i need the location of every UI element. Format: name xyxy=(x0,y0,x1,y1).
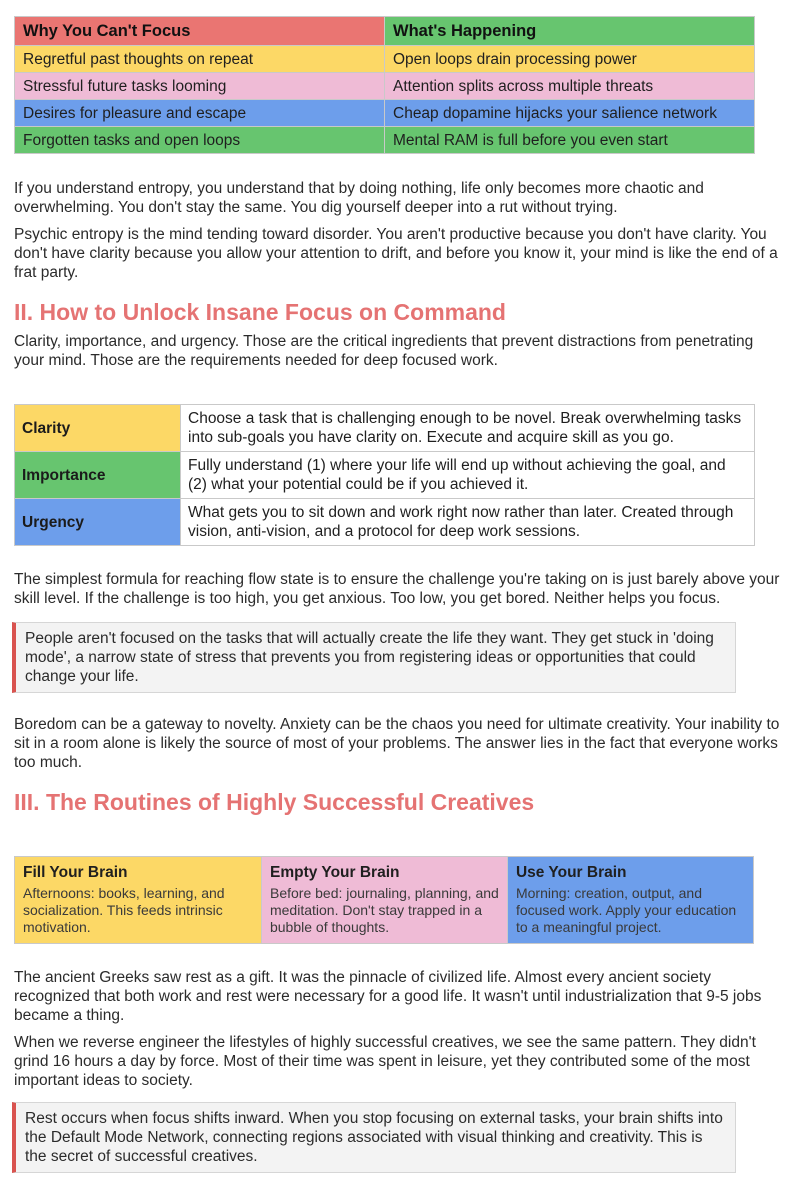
paragraph-reverse-engineer: When we reverse engineer the lifestyles of highly successful creatives, we see the same pattern. They didn't grind 16 hours a day by force. Most of their time was spent in leisure, yet they contributed some of the most important ideas to society. xyxy=(14,1034,756,1089)
table-row xyxy=(15,46,755,73)
table-row xyxy=(15,499,755,546)
routine-fill-brain xyxy=(15,857,261,943)
paragraph-clarity-intro: Clarity, importance, and urgency. Those are the critical ingredients that prevent distractions from penetrating your mind. Those are the requirements needed for deep focused work. xyxy=(14,333,754,369)
focus-effect: Cheap dopamine hijacks your salience network xyxy=(385,100,755,127)
article xyxy=(14,16,786,1173)
table-row xyxy=(15,127,755,154)
focus-table xyxy=(14,16,755,154)
table-row xyxy=(15,73,755,100)
routine-empty-brain xyxy=(261,857,507,943)
routine-text: Before bed: journaling, planning, and meditation. Don't stay trapped in a bubble of thoughts. xyxy=(269,885,499,935)
table-row xyxy=(15,452,755,499)
focus-effect: Attention splits across multiple threats xyxy=(385,73,755,100)
pillar-label-urgency: Urgency xyxy=(15,499,181,546)
paragraph-psychic-entropy: Psychic entropy is the mind tending toward disorder. You aren't productive because you don't have clarity. You don't have clarity because you allow your attention to drift, and before you know it, your mind is like the end of a frat party. xyxy=(14,226,778,281)
focus-cause: Regretful past thoughts on repeat xyxy=(15,46,385,73)
paragraph-ancient-greeks: The ancient Greeks saw rest as a gift. It was the pinnacle of civilized life. Almost every ancient society recognized that both work and rest were necessary for a good life. It wasn't until industrialization that 9-5 jobs became a thing. xyxy=(14,969,762,1024)
pillar-text-importance: Fully understand (1) where your life will end up without achieving the goal, and (2) what your potential could be if you achieved it. xyxy=(181,452,755,499)
focus-cause: Desires for pleasure and escape xyxy=(15,100,385,127)
focus-table-header xyxy=(15,17,755,46)
pillar-label-clarity: Clarity xyxy=(15,405,181,452)
routine-text: Afternoons: books, learning, and socialization. This feeds intrinsic motivation. xyxy=(23,885,225,935)
focus-table-header-effect: What's Happening xyxy=(385,17,755,46)
routine-title: Fill Your Brain xyxy=(23,864,128,881)
quote-doing-mode: People aren't focused on the tasks that will actually create the life they want. They get stuck in 'doing mode', a narrow state of stress that prevents you from registering ideas or opportunities that could change your life. xyxy=(12,622,736,693)
pillars-table xyxy=(14,404,755,546)
routine-text: Morning: creation, output, and focused work. Apply your education to a meaningful project. xyxy=(515,885,737,935)
pillar-label-importance: Importance xyxy=(15,452,181,499)
focus-cause: Forgotten tasks and open loops xyxy=(15,127,385,154)
section-heading-focus: II. How to Unlock Insane Focus on Command xyxy=(14,299,506,325)
routine-title: Empty Your Brain xyxy=(269,864,400,881)
paragraph-boredom: Boredom can be a gateway to novelty. Anxiety can be the chaos you need for ultimate creativity. Your inability to sit in a room alone is likely the source of most of your problems. The answer lies in the fact that everyone works too much. xyxy=(14,716,780,771)
routines-grid xyxy=(14,856,754,944)
pillar-text-urgency: What gets you to sit down and work right now rather than later. Created through vision, anti-vision, and a protocol for deep work sessions. xyxy=(181,499,755,546)
focus-cause: Stressful future tasks looming xyxy=(15,73,385,100)
section-heading-routines: III. The Routines of Highly Successful Creatives xyxy=(14,789,535,815)
routine-use-brain xyxy=(507,857,753,943)
table-row xyxy=(15,405,755,452)
focus-table-header-cause: Why You Can't Focus xyxy=(15,17,385,46)
pillar-text-clarity: Choose a task that is challenging enough to be novel. Break overwhelming tasks into sub-goals you have clarity on. Execute and acquire skill as you go. xyxy=(181,405,755,452)
paragraph-flow-state: The simplest formula for reaching flow state is to ensure the challenge you're taking on is just barely above your skill level. If the challenge is too high, you get anxious. Too low, you get bored. Neither helps you focus. xyxy=(14,571,780,607)
routine-title: Use Your Brain xyxy=(515,864,627,881)
quote-rest: Rest occurs when focus shifts inward. When you stop focusing on external tasks, your brain shifts into the Default Mode Network, connecting regions associated with visual thinking and creativity. This is the secret of successful creatives. xyxy=(12,1102,736,1173)
paragraph-entropy: If you understand entropy, you understand that by doing nothing, life only becomes more chaotic and overwhelming. You don't stay the same. You dig yourself deeper into a rut without trying. xyxy=(14,180,704,216)
table-row xyxy=(15,100,755,127)
focus-effect: Mental RAM is full before you even start xyxy=(385,127,755,154)
focus-effect: Open loops drain processing power xyxy=(385,46,755,73)
